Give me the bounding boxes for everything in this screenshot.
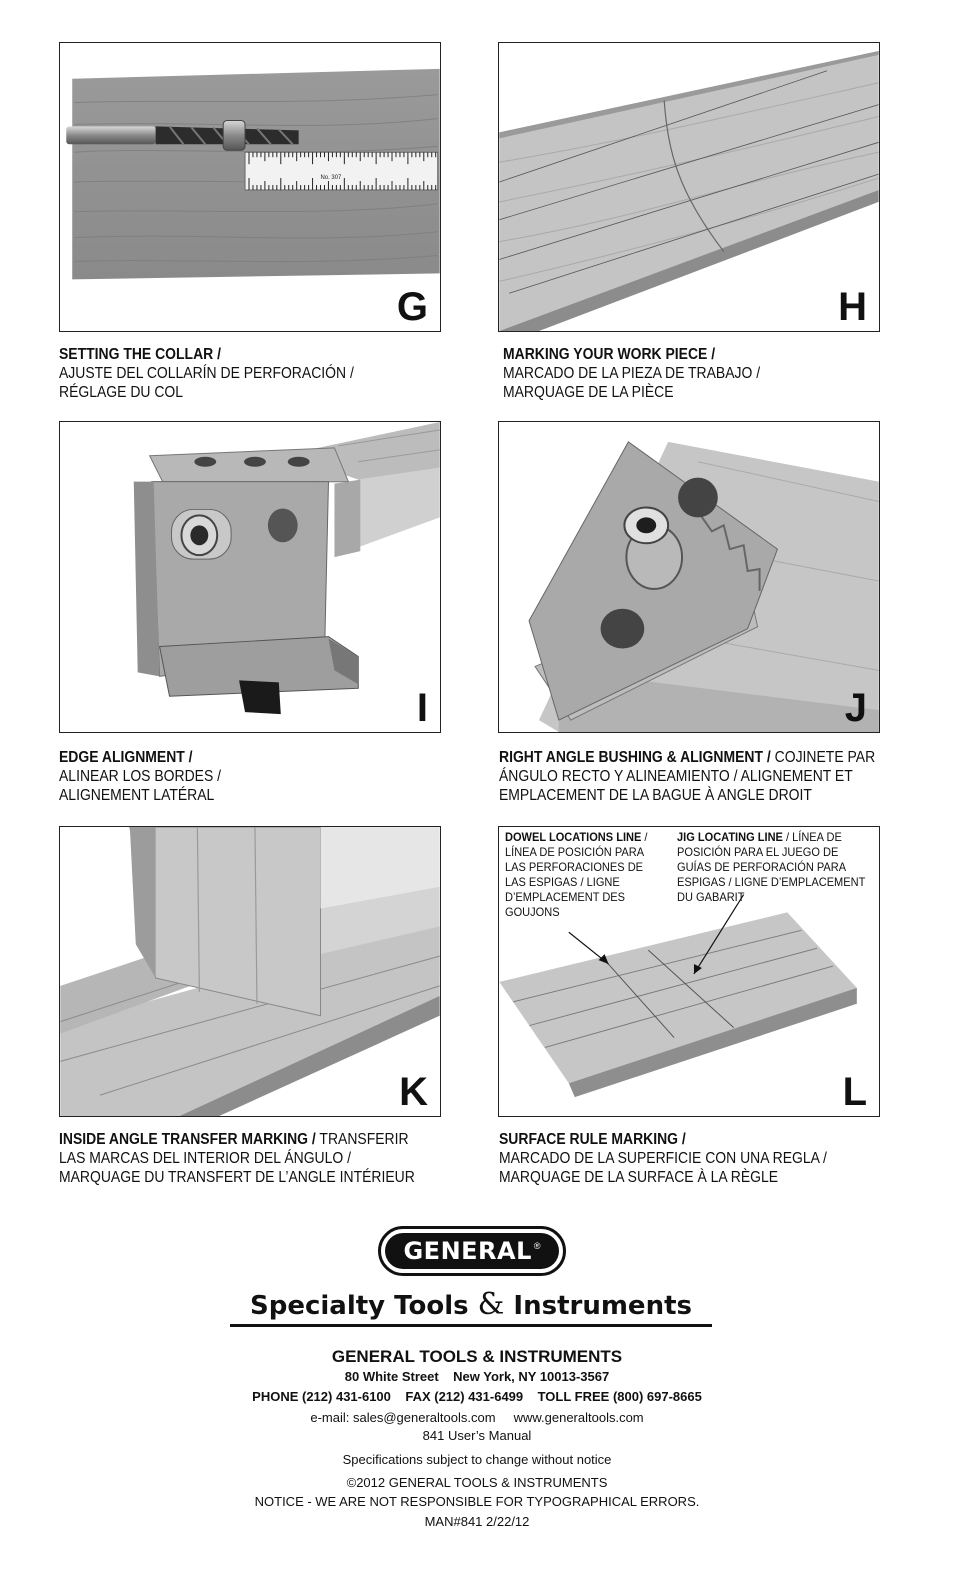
- footer-manual: 841 User’s Manual: [422, 1428, 532, 1443]
- footer-contact: e-mail: sales@generaltools.com www.generaltools.com: [310, 1410, 644, 1425]
- footer-typo-notice: NOTICE - WE ARE NOT RESPONSIBLE FOR TYPOGRAPHICAL ERRORS.: [254, 1494, 700, 1509]
- figure-j: [498, 421, 880, 733]
- caption-k: INSIDE ANGLE TRANSFER MARKING / TRANSFERIR LAS MARCAS DEL INTERIOR DEL ÁNGULO / MARQUAGE DU TRANSFERT DE L’ANGLE INTÉRIEUR: [59, 1131, 415, 1186]
- figure-l: [498, 826, 880, 1117]
- footer-spec-notice: Specifications subject to change without notice: [342, 1452, 612, 1467]
- figure-letter-h: H: [838, 285, 867, 329]
- general-logo: [378, 1226, 566, 1276]
- registered-mark: ®: [533, 1241, 541, 1251]
- tagline-ampersand: &: [477, 1287, 505, 1322]
- callout-jig-locating: JIG LOCATING LINE / LÍNEA DE POSICIÓN PARA EL JUEGO DE GUÍAS DE PERFORACIÓN PARA ESPIGAS / LIGNE D’EMPLACEMENT DU GABARIT: [677, 830, 866, 904]
- footer-copyright: ©2012 GENERAL TOOLS & INSTRUMENTS: [346, 1475, 608, 1490]
- figure-k: [59, 826, 441, 1117]
- tagline-rule: [230, 1324, 712, 1327]
- caption-g: SETTING THE COLLAR / AJUSTE DEL COLLARÍN DE PERFORACIÓN / RÉGLAGE DU COL: [59, 346, 354, 401]
- caption-i: EDGE ALIGNMENT / ALINEAR LOS BORDES / ALIGNEMENT LATÉRAL: [59, 749, 222, 804]
- caption-h: MARKING YOUR WORK PIECE / MARCADO DE LA PIEZA DE TRABAJO / MARQUAGE DE LA PIÈCE: [503, 346, 761, 401]
- caption-j: RIGHT ANGLE BUSHING & ALIGNMENT / COJINETE PAR ÁNGULO RECTO Y ALINEAMIENTO / ALIGNEMENT ET EMPLACEMENT DE LA BAGUE À ANGLE DROIT: [499, 749, 876, 804]
- footer-company: GENERAL TOOLS & INSTRUMENTS: [331, 1347, 623, 1366]
- figure-h: [498, 42, 880, 332]
- drill-bit-collar-photo: [60, 43, 440, 331]
- ruler-label: No. 307: [320, 175, 342, 182]
- figure-g: [59, 42, 441, 332]
- figure-letter-g: G: [396, 285, 428, 329]
- caption-l: SURFACE RULE MARKING / MARCADO DE LA SUPERFICIE CON UNA REGLA / MARQUAGE DE LA SURFACE À LA RÈGLE: [499, 1131, 827, 1186]
- footer-man-number: MAN#841 2/22/12: [424, 1514, 530, 1529]
- footer-phones: PHONE (212) 431-6100 FAX (212) 431-6499 TOLL FREE (800) 697-8665: [252, 1389, 702, 1404]
- figure-letter-k: K: [399, 1070, 428, 1114]
- edge-alignment-jig-photo: [60, 422, 440, 732]
- logo-text: GENERAL: [403, 1237, 532, 1265]
- figure-letter-l: L: [842, 1070, 867, 1114]
- marked-boards-photo: [499, 43, 879, 331]
- figure-letter-j: J: [844, 686, 867, 730]
- figure-i: [59, 421, 441, 733]
- callout-dowel-locations: DOWEL LOCATIONS LINE / LÍNEA DE POSICIÓN PARA LAS PERFORACIONES DE LAS ESPIGAS / LIGNE D’EMPLACEMENT DES GOUJONS: [505, 830, 648, 919]
- tagline: Specialty Tools & Instruments: [250, 1287, 692, 1322]
- footer-address: 80 White Street New York, NY 10013-3567: [344, 1369, 610, 1384]
- inside-angle-photo: [60, 827, 440, 1116]
- figure-letter-i: I: [416, 686, 428, 730]
- right-angle-bushing-photo: [499, 422, 879, 732]
